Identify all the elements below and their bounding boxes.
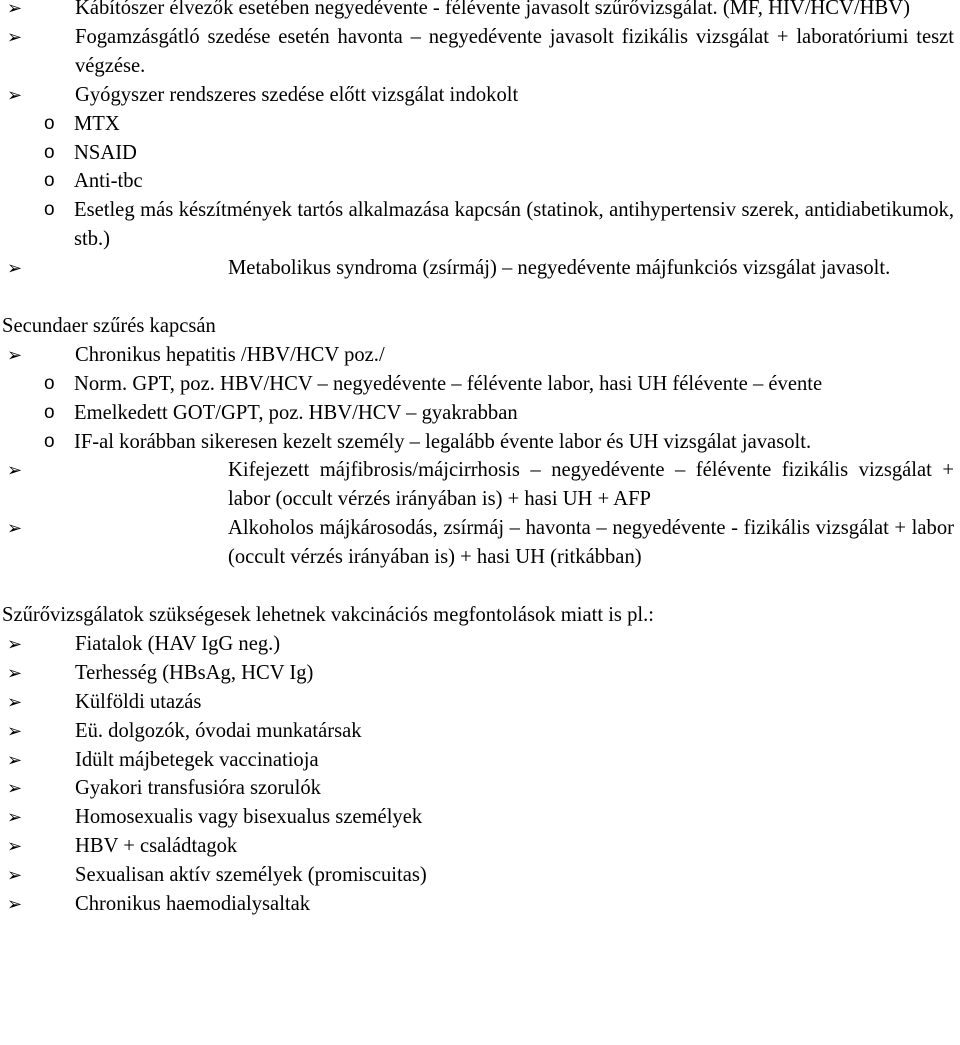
arrow-bullet-icon: ➢ [7, 720, 23, 741]
list-item [0, 514, 960, 572]
sub-list-item [0, 428, 960, 457]
section-heading-vaccination: Szűrővizsgálatok szükségesek lehetnek vakcinációs megfontolások miatt is pl.: [2, 604, 654, 626]
sub-list-item [0, 167, 960, 196]
arrow-bullet-icon: ➢ [7, 865, 23, 886]
spacer [0, 283, 960, 312]
arrow-bullet-icon: ➢ [7, 258, 23, 279]
list-item [0, 774, 960, 803]
list-item-text: HBV + családtagok [75, 835, 238, 858]
list-item-text: Idült májbetegek vaccinatioja [75, 748, 319, 771]
arrow-bullet-icon: ➢ [7, 662, 23, 683]
list-item-text: Sexualisan aktív személyek (promiscuitas) [75, 864, 427, 887]
arrow-bullet-icon: ➢ [7, 778, 23, 799]
list-item [0, 659, 960, 688]
list-item-text: Fiatalok (HAV IgG neg.) [75, 632, 281, 655]
circle-bullet-icon: o [44, 199, 55, 221]
list-item [0, 23, 960, 81]
arrow-bullet-icon: ➢ [7, 894, 23, 915]
list-item [0, 456, 960, 514]
list-item-text: Gyógyszer rendszeres szedése előtt vizsgálat indokolt [75, 83, 519, 106]
list-item [0, 890, 960, 919]
circle-bullet-icon: o [44, 401, 55, 423]
arrow-bullet-icon: ➢ [7, 344, 23, 365]
circle-bullet-icon: o [44, 170, 55, 192]
list-item [0, 717, 960, 746]
list-item-text: Eü. dolgozók, óvodai munkatársak [75, 719, 362, 742]
sub-list-item [0, 196, 960, 254]
circle-bullet-icon: o [44, 141, 55, 163]
list-item-text: Kifejezett májfibrosis/májcirrhosis – negyedévente – félévente fizikális vizsgálat + labor (occult vérzés irányában is) + hasi UH + AFP [228, 459, 954, 511]
sub-list-item [0, 370, 960, 399]
list-item-text: Metabolikus syndroma (zsírmáj) – negyedévente májfunkciós vizsgálat javasolt. [228, 257, 891, 280]
sub-list-item-text: Anti-tbc [74, 170, 143, 193]
list-item-text: Chronikus hepatitis /HBV/HCV poz./ [75, 343, 385, 366]
list-item [0, 861, 960, 890]
list-item-text: Alkoholos májkárosodás, zsírmáj – havonta – negyedévente - fizikális vizsgálat + labor (occult vérzés irányában is) + hasi UH (ritkábban) [228, 517, 954, 569]
sub-list-item [0, 139, 960, 168]
arrow-bullet-icon: ➢ [7, 26, 23, 47]
sub-list-item-text: Norm. GPT, poz. HBV/HCV – negyedévente – félévente labor, hasi UH félévente – évente [74, 372, 823, 395]
arrow-bullet-icon: ➢ [7, 633, 23, 654]
circle-bullet-icon: o [44, 112, 55, 134]
list-item [0, 803, 960, 832]
spacer [0, 572, 960, 601]
sub-list-item [0, 399, 960, 428]
sub-list-item-text: NSAID [74, 141, 137, 164]
arrow-bullet-icon: ➢ [7, 749, 23, 770]
arrow-bullet-icon: ➢ [7, 807, 23, 828]
sub-list-item-text: MTX [74, 112, 120, 135]
list-item-text: Kábítószer élvezők esetében negyedévente - félévente javasolt szűrővizsgálat. (MF, HIV/HCV/HBV) [75, 0, 910, 19]
list-item [0, 832, 960, 861]
list-item [0, 254, 960, 283]
section-heading-secondary: Secundaer szűrés kapcsán [2, 314, 216, 337]
circle-bullet-icon: o [44, 372, 55, 394]
arrow-bullet-icon: ➢ [7, 691, 23, 712]
list-item [0, 0, 960, 23]
arrow-bullet-icon: ➢ [7, 836, 23, 857]
list-item-text: Chronikus haemodialysaltak [75, 893, 311, 916]
sub-list-item-text: IF-al korábban sikeresen kezelt személy – legalább évente labor és UH vizsgálat javasolt. [74, 430, 812, 453]
list-item [0, 688, 960, 717]
list-item-text: Terhesség (HBsAg, HCV Ig) [75, 661, 314, 684]
arrow-bullet-icon: ➢ [7, 460, 23, 481]
sub-list-item-text: Emelkedett GOT/GPT, poz. HBV/HCV – gyakrabban [74, 401, 518, 424]
sub-list-item [0, 110, 960, 139]
list-item [0, 630, 960, 659]
list-item [0, 746, 960, 775]
sub-list-item-text: Esetleg más készítmények tartós alkalmazása kapcsán (statinok, antihypertensiv szerek, antidiabetikumok, stb.) [74, 199, 954, 251]
list-item-text: Homosexualis vagy bisexualus személyek [75, 806, 423, 829]
arrow-bullet-icon: ➢ [7, 84, 23, 105]
list-item-text: Gyakori transfusióra szorulók [75, 777, 321, 800]
arrow-bullet-icon: ➢ [7, 0, 23, 18]
list-item [0, 81, 960, 110]
circle-bullet-icon: o [44, 430, 55, 452]
arrow-bullet-icon: ➢ [7, 518, 23, 539]
list-item [0, 341, 960, 370]
list-item-text: Fogamzásgátló szedése esetén havonta – negyedévente javasolt fizikális vizsgálat + laboratóriumi teszt végzése. [75, 25, 954, 77]
list-item-text: Külföldi utazás [75, 690, 202, 713]
